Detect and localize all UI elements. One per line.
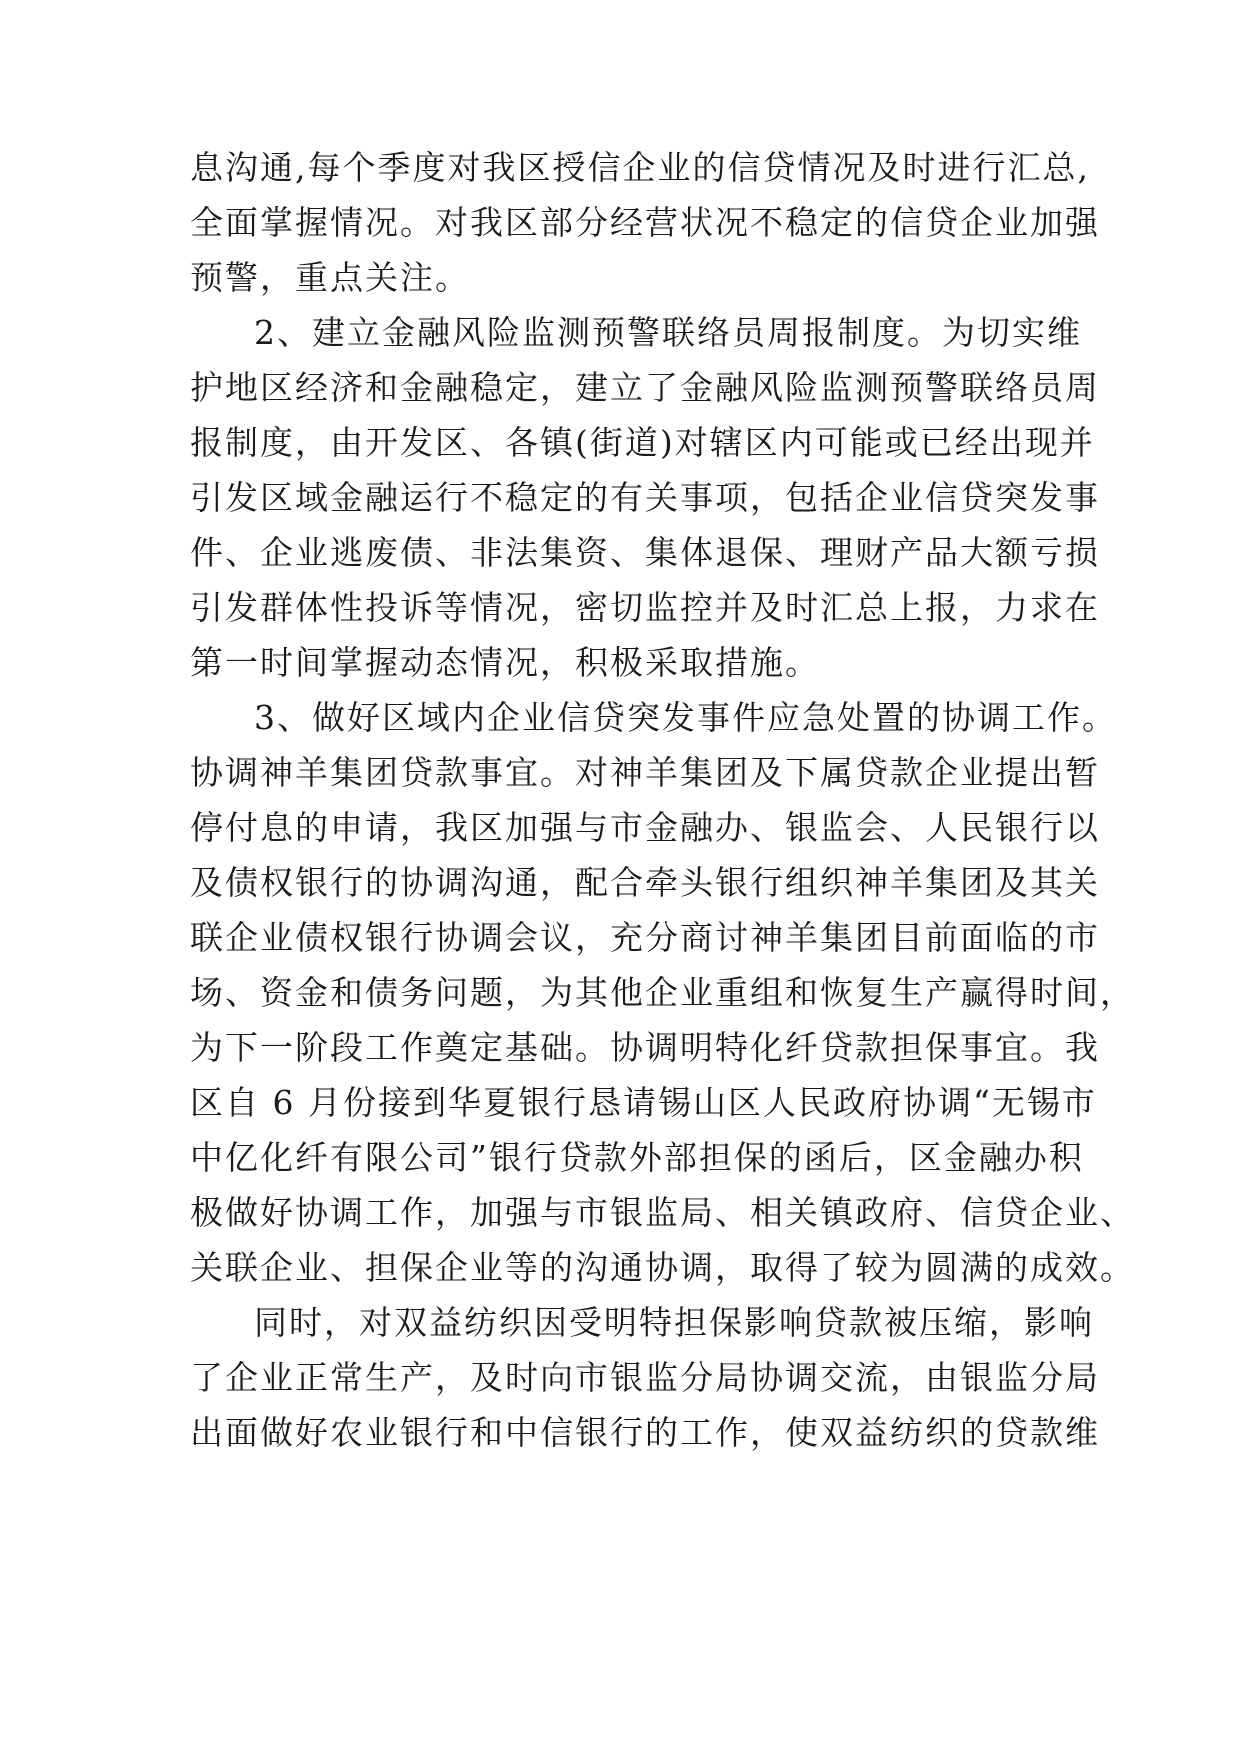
paragraph-start-line: 3、做好区域内企业信贷突发事件应急处置的协调工作。 [254, 698, 1117, 737]
text-line: 预警，重点关注。 [190, 258, 470, 297]
text-line: 协调神羊集团贷款事宜。对神羊集团及下属贷款企业提出暂 [190, 753, 1100, 792]
paragraph-start-line: 2、建立金融风险监测预警联络员周报制度。为切实维 [254, 313, 1082, 352]
text-line: 出面做好农业银行和中信银行的工作，使双益纺织的贷款维 [190, 1413, 1100, 1452]
paragraph-start-line: 同时，对双益纺织因受明特担保影响贷款被压缩，影响 [254, 1303, 1094, 1342]
text-line: 报制度，由开发区、各镇(街道)对辖区内可能或已经出现并 [190, 423, 1095, 462]
text-line: 全面掌握情况。对我区部分经营状况不稳定的信贷企业加强 [190, 203, 1100, 242]
text-line: 为下一阶段工作奠定基础。协调明特化纤贷款担保事宜。我 [190, 1028, 1100, 1067]
text-line: 了企业正常生产，及时向市银监分局协调交流，由银监分局 [190, 1358, 1100, 1397]
text-line: 停付息的申请，我区加强与市金融办、银监会、人民银行以 [190, 808, 1100, 847]
text-line: 引发区域金融运行不稳定的有关事项，包括企业信贷突发事 [190, 478, 1100, 517]
text-line: 引发群体性投诉等情况，密切监控并及时汇总上报，力求在 [190, 588, 1100, 627]
text-line: 及债权银行的协调沟通，配合牵头银行组织神羊集团及其关 [190, 863, 1100, 902]
text-line: 场、资金和债务问题，为其他企业重组和恢复生产赢得时间， [190, 973, 1135, 1012]
body-text [190, 140, 1135, 1460]
text-line: 第一时间掌握动态情况，积极采取措施。 [190, 643, 820, 682]
text-line: 联企业债权银行协调会议，充分商讨神羊集团目前面临的市 [190, 918, 1100, 957]
text-line: 件、企业逃废债、非法集资、集体退保、理财产品大额亏损 [190, 533, 1100, 572]
text-line: 护地区经济和金融稳定，建立了金融风险监测预警联络员周 [190, 368, 1100, 407]
text-line: 中亿化纤有限公司”银行贷款外部担保的函后，区金融办积 [190, 1138, 1084, 1177]
text-line: 关联企业、担保企业等的沟通协调，取得了较为圆满的成效。 [190, 1248, 1135, 1287]
text-line: 区自 6 月份接到华夏银行恳请锡山区人民政府协调“无锡市 [190, 1083, 1097, 1122]
text-line: 极做好协调工作，加强与市银监局、相关镇政府、信贷企业、 [190, 1193, 1135, 1232]
text-line: 息沟通,每个季度对我区授信企业的信贷情况及时进行汇总, [190, 148, 1090, 187]
